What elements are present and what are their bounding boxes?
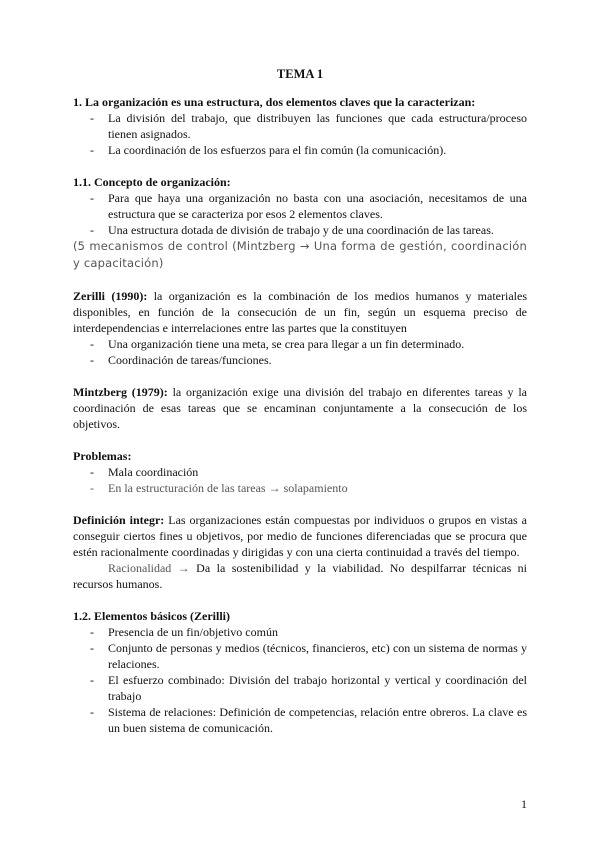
page-content bbox=[73, 66, 527, 736]
list-item: - El esfuerzo combinado: División del trabajo horizontal y vertical y coordinación del trabajo bbox=[73, 672, 527, 704]
page-number: 1 bbox=[521, 797, 527, 811]
section-1-2-heading: 1.2. Elementos básicos (Zerilli) bbox=[73, 609, 230, 623]
section-1-2-list bbox=[73, 624, 527, 736]
list-item: - Una organización tiene una meta, se crea para llegar a un fin determinado. bbox=[73, 336, 527, 352]
list-item: - En la estructuración de las tareas → solapamiento bbox=[73, 480, 527, 496]
zerilli-list bbox=[73, 336, 527, 368]
list-item: - Mala coordinación bbox=[73, 464, 527, 480]
mintzberg-definition bbox=[73, 384, 527, 432]
section-1-heading: 1. La organización es una estructura, dos elementos claves que la caracterizan: bbox=[73, 95, 476, 109]
list-item: - Una estructura dotada de división de trabajo y de una coordinación de las tareas. bbox=[73, 222, 527, 238]
rationality-note bbox=[73, 560, 527, 592]
list-item: - Para que haya una organización no basta con una asociación, necesitamos de una estructura que se caracteriza por esos 2 elementos claves. bbox=[73, 190, 527, 222]
list-item: - Presencia de un fin/objetivo común bbox=[73, 624, 527, 640]
mintzberg-text: la organización exige una división del trabajo en diferentes tareas y la coordinación de esas tareas que se encaminan conjuntamente a la consecución de los objetivos. bbox=[73, 385, 527, 431]
problems-heading: Problemas: bbox=[73, 449, 132, 463]
zerilli-author: Zerilli (1990): bbox=[73, 289, 148, 303]
problems-list bbox=[73, 464, 527, 496]
list-item: - Conjunto de personas y medios (técnicos, financieros, etc) con un sistema de normas y relaciones. bbox=[73, 640, 527, 672]
page-title: TEMA 1 bbox=[276, 67, 324, 81]
rationality-text: Da la sostenibilidad y la viabilidad. No despilfarrar técnicas ni recursos humanos. bbox=[73, 561, 528, 591]
list-item: - Sistema de relaciones: Definición de competencias, relación entre obreros. La clave es un buen sistema de comunicación. bbox=[73, 704, 527, 736]
integrated-definition-text: Las organizaciones están compuestas por individuos o grupos en vistas a conseguir ciertos fines u objetivos, por medio de funciones diferenciadas que se procura que estén racionalmente coordinadas y dirigidas y con una cierta continuidad a través del tiempo. bbox=[73, 513, 527, 559]
list-item: - La coordinación de los esfuerzos para el fin común (la comunicación). bbox=[73, 142, 527, 158]
section-1-1-heading: 1.1. Concepto de organización: bbox=[73, 175, 231, 189]
mintzberg-author: Mintzberg (1979): bbox=[73, 385, 168, 399]
integrated-definition-label: Definición integr: bbox=[73, 513, 165, 527]
zerilli-text: la organización es la combinación de los medios humanos y materiales disponibles, en función de la consecución de un fin, según un esquema preciso de interdependencias e interrelaciones entre las partes que la constituyen bbox=[73, 289, 527, 335]
list-item: - Coordinación de tareas/funciones. bbox=[73, 352, 527, 368]
zerilli-definition bbox=[73, 288, 527, 336]
section-1-list bbox=[73, 110, 527, 158]
rationality-label: Racionalidad → bbox=[108, 561, 190, 575]
integrated-definition bbox=[73, 512, 527, 560]
section-1-1-list bbox=[73, 190, 527, 238]
list-item: - La división del trabajo, que distribuyen las funciones que cada estructura/proceso tienen asignados. bbox=[73, 110, 527, 142]
control-mechanisms-note: (5 mecanismos de control (Mintzberg → Una forma de gestión, coordinación y capacitación) bbox=[73, 239, 527, 270]
